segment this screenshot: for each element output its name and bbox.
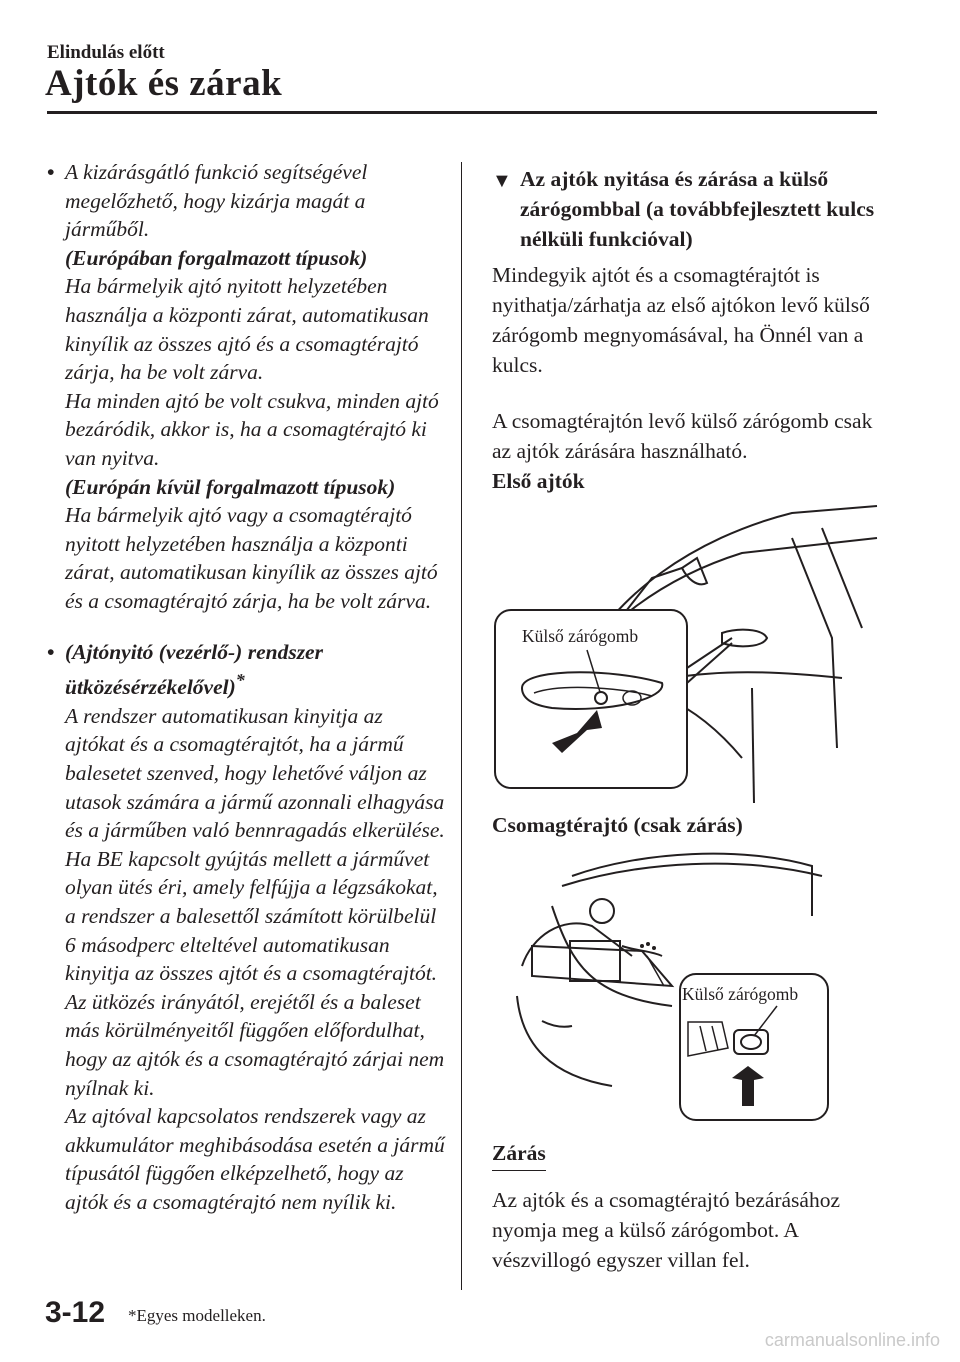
column-divider — [461, 162, 462, 1290]
subsection-heading-text: Az ajtók nyitása és zárása a külső zárógombbal (a továbbfejlesztett kulcs nélküli funkcióval) — [520, 167, 875, 251]
crash-unlock-heading — [65, 638, 447, 702]
front-door-illustration — [492, 498, 882, 804]
text-europe-1: Ha bármelyik ajtó nyitott helyzetében használja a központi zárat, automatikusan kinyílik az összes ajtó és a csomagtérajtó zárja, ha be volt zárva. — [65, 274, 429, 385]
page-number: 3-12 — [45, 1296, 106, 1329]
text-outside-europe: Ha bármelyik ajtó vagy a csomagtérajtó nyitott helyzetében használja a központi zárat, automatikusan kinyílik az összes ajtó és a csomagtérajtó zárja, ha be volt zárva. — [65, 503, 438, 613]
text-europe-2: Ha minden ajtó be volt csukva, minden ajtó bezáródik, akkor is, ha a csomagtérajtó ki van nyitva. — [65, 388, 439, 470]
page-title: Ajtók és zárak — [45, 63, 283, 104]
crash-unlock-text-1: A rendszer automatikusan kinyitja az ajtókat és a csomagtérajtót, ha a jármű balesetet szenved, hogy lehetővé váljon az utasok számára a jármű azonnali elhagyása és a járműben való bennragadás elkerülése. Ha BE kapcsolt gyújtás mellett a járművet olyan ütés éri, amely felfújja a légzsákokat, a rendszer a balesettől számított körülbelül 6 másodperc elteltével automatikusan kinyitja az összes ajtót és a csomagtérajtót. — [65, 703, 445, 986]
left-column — [47, 158, 447, 1217]
bullet-marker: • — [47, 160, 55, 184]
bullet-crash-unlock — [47, 638, 447, 1217]
rear-window — [572, 854, 812, 916]
bullet-lead-text: A kizárásgátló funkció segítségével megelőzhető, hogy kizárja magát a járműből. — [65, 160, 368, 242]
bullet-anti-lockout — [47, 158, 447, 616]
tailgate-illustration — [492, 846, 882, 1122]
tailgate-button-callout: Külső zárógomb — [682, 984, 799, 1004]
subhead-outside-europe: (Európán kívül forgalmazott típusok) — [65, 474, 396, 499]
subhead-europe: (Európában forgalmazott típusok) — [65, 245, 368, 270]
front-door-figure — [492, 498, 882, 804]
title-rule — [47, 111, 877, 114]
front-doors-label: Első ajtók — [492, 469, 585, 493]
locking-section — [492, 1138, 882, 1275]
emblem-circle — [590, 899, 614, 923]
subsection-heading — [492, 164, 882, 254]
front-button-callout: Külső zárógomb — [522, 626, 639, 646]
footnote: *Egyes modelleken. — [128, 1306, 266, 1325]
crash-unlock-heading-text: (Ajtónyitó (vezérlő-) rendszer ütközésérzékelővel) — [65, 639, 323, 700]
door-handle — [722, 630, 767, 647]
crash-unlock-text-3: Az ajtóval kapcsolatos rendszerek vagy az akkumulátor meghibásodása esetén a jármű típusától függően elképzelhető, hogy az ajtók és a csomagtérajtó nem nyílik ki. — [65, 1104, 445, 1214]
right-column — [492, 164, 882, 1275]
tailgate-label: Csomagtérajtó (csak zárás) — [492, 813, 743, 837]
paragraph-open-close: Mindegyik ajtót és a csomagtérajtót is nyithatja/zárhatja az első ajtókon levő külső zárógomb megnyomásával, ha Önnél van a kulcs. — [492, 263, 870, 377]
triangle-icon: ▼ — [492, 170, 512, 192]
optional-asterisk: * — [235, 670, 245, 691]
paragraph-tailgate-lock: A csomagtérajtón levő külső zárógomb csak az ajtók zárására használható. — [492, 409, 873, 463]
tailgate-figure — [492, 846, 882, 1122]
bullet-marker: • — [47, 639, 55, 664]
crash-unlock-text-2: Az ütközés irányától, erejétől és a baleset más körülményeitől függően előfordulhat, hogy az ajtók és a csomagtérajtó zárjai nem nyílnak ki. — [65, 989, 445, 1100]
locking-heading: Zárás — [492, 1138, 546, 1171]
section-label: Elindulás előtt — [47, 42, 165, 63]
locking-text: Az ajtók és a csomagtérajtó bezárásához nyomja meg a külső zárógombot. A vészvillogó egyszer villan fel. — [492, 1188, 841, 1272]
watermark: carmanualsonline.info — [764, 1330, 940, 1350]
